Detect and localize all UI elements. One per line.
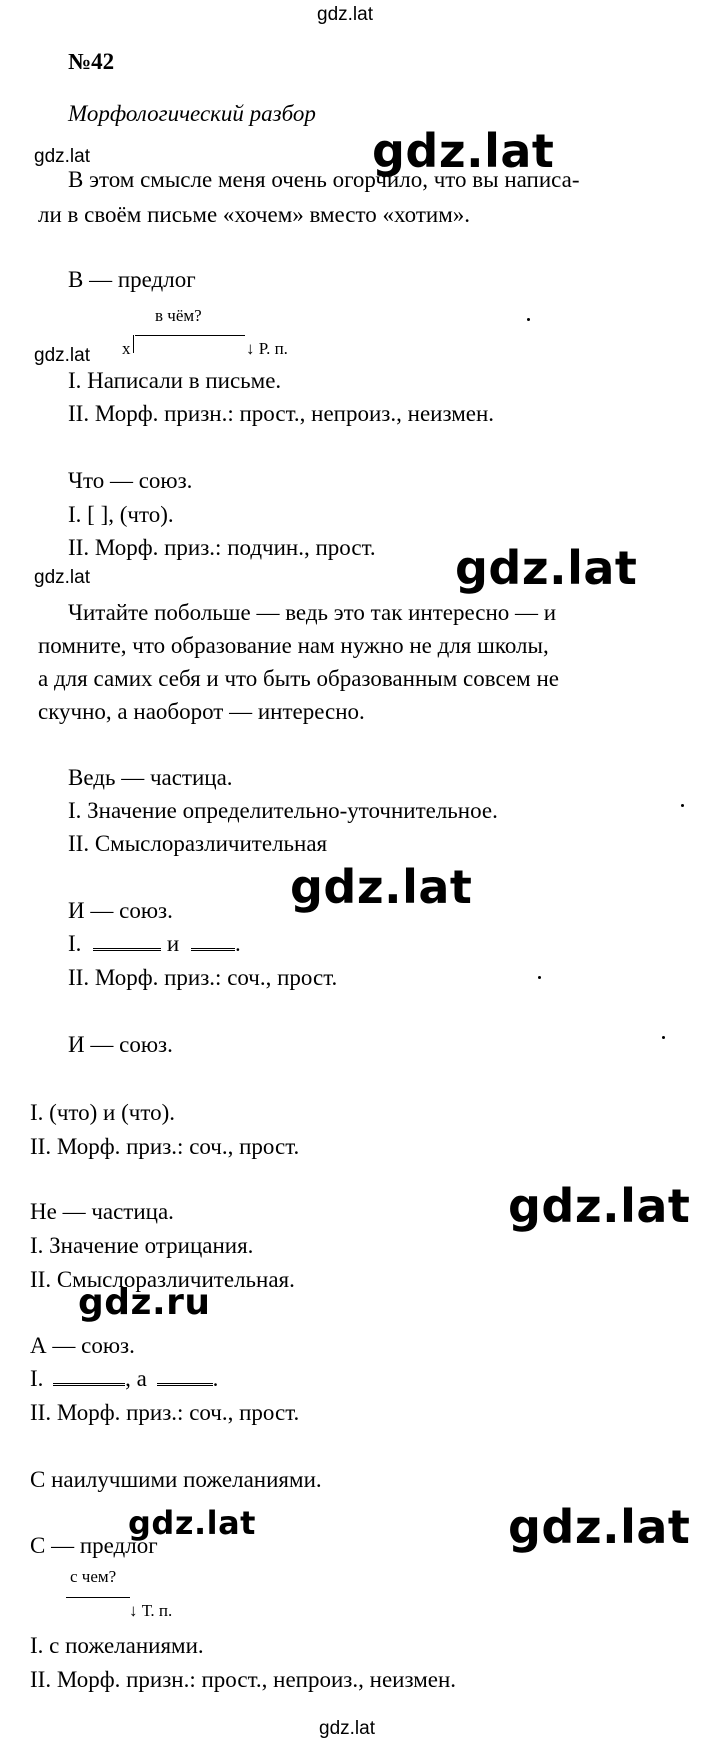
b2-ii: II. Морф. приз.: подчин., прост.	[68, 535, 376, 560]
watermark-top: gdz.lat	[317, 4, 373, 25]
b8-scheme-line	[66, 1597, 130, 1598]
b1-case: ↓ Р. п.	[246, 339, 288, 358]
b4-i	[68, 932, 241, 955]
b8-ii: II. Морф. призн.: прост., непроиз., неизмен.	[30, 1667, 457, 1692]
sentence-1-line-2: ли в своём письме «хочем» вместо «хотим».	[38, 202, 471, 227]
b1-question: в чём?	[155, 306, 202, 325]
watermark-big-2: gdz.lat	[455, 541, 638, 595]
watermark-ru: gdz.ru	[78, 1282, 211, 1323]
b7-i-mid: , а	[125, 1366, 147, 1391]
b4-ii: II. Морф. приз.: соч., прост.	[68, 965, 338, 990]
watermark-big-1: gdz.lat	[372, 124, 555, 178]
b7-i-end: .	[212, 1366, 219, 1391]
speck-1	[527, 318, 530, 321]
speck-2	[681, 804, 684, 807]
b4-i-end: .	[234, 931, 241, 956]
b4-underline-2	[191, 934, 235, 951]
b3-i: I. Значение определительно-уточнительное.	[68, 798, 498, 823]
b4-underline-1	[93, 934, 161, 951]
watermark-big-4: gdz.lat	[508, 1179, 691, 1233]
b3-ii: II. Смыслоразличительная	[68, 831, 328, 856]
b8-title: С — предлог	[30, 1533, 158, 1558]
b8-question: с чем?	[70, 1567, 117, 1586]
b4-i-mid: и	[166, 931, 180, 956]
closing-line: С наилучшими пожеланиями.	[30, 1467, 322, 1492]
b1-x: x	[122, 339, 131, 358]
watermark-left-2: gdz.lat	[34, 345, 90, 366]
b8-case: ↓ Т. п.	[129, 1601, 173, 1620]
sentence-2-line-2: помните, что образование нам нужно не для школы,	[38, 633, 549, 658]
b1-scheme-line	[135, 335, 245, 336]
watermark-big-5: gdz.lat	[128, 1504, 256, 1542]
b3-title: Ведь — частица.	[68, 765, 233, 790]
b2-i: I. [ ], (что).	[68, 502, 174, 527]
watermark-big-3: gdz.lat	[290, 860, 473, 914]
b7-underline-2	[157, 1369, 213, 1386]
b5-i: I. (что) и (что).	[30, 1100, 175, 1125]
b6-ii: II. Смыслоразличительная.	[30, 1267, 295, 1292]
watermark-left-1: gdz.lat	[34, 146, 90, 167]
b6-title: Не — частица.	[30, 1199, 174, 1224]
b7-i	[30, 1367, 218, 1390]
sentence-2-line-4: скучно, а наоборот — интересно.	[38, 699, 365, 724]
speck-4	[662, 1036, 665, 1039]
speck-3	[538, 976, 541, 979]
exercise-number: №42	[68, 49, 115, 74]
b7-ii: II. Морф. приз.: соч., прост.	[30, 1400, 300, 1425]
watermark-left-3: gdz.lat	[34, 567, 90, 588]
b7-title: А — союз.	[30, 1333, 135, 1358]
b5-ii: II. Морф. приз.: соч., прост.	[30, 1134, 300, 1159]
b4-i-prefix: I.	[68, 931, 82, 956]
b1-bracket	[133, 335, 134, 353]
watermark-bottom: gdz.lat	[319, 1718, 375, 1739]
b1-ii: II. Морф. призн.: прост., непроиз., неизмен.	[68, 401, 495, 426]
b1-i: I. Написали в письме.	[68, 368, 282, 393]
b1-title: В — предлог	[68, 267, 196, 292]
watermark-big-6: gdz.lat	[508, 1500, 691, 1554]
sentence-2-line-1: Читайте побольше — ведь это так интересно — и	[68, 600, 557, 625]
exercise-subtitle: Морфологический разбор	[68, 101, 316, 126]
b7-underline-1	[53, 1369, 125, 1386]
b6-i: I. Значение отрицания.	[30, 1233, 254, 1258]
b7-i-prefix: I.	[30, 1366, 44, 1391]
b5-title: И — союз.	[68, 1032, 173, 1057]
b2-title: Что — союз.	[68, 468, 193, 493]
b4-title: И — союз.	[68, 898, 173, 923]
b8-i: I. с пожеланиями.	[30, 1633, 204, 1658]
sentence-1-line-1: В этом смысле меня очень огорчило, что вы написа-	[68, 167, 580, 192]
sentence-2-line-3: а для самих себя и что быть образованным совсем не	[38, 666, 559, 691]
